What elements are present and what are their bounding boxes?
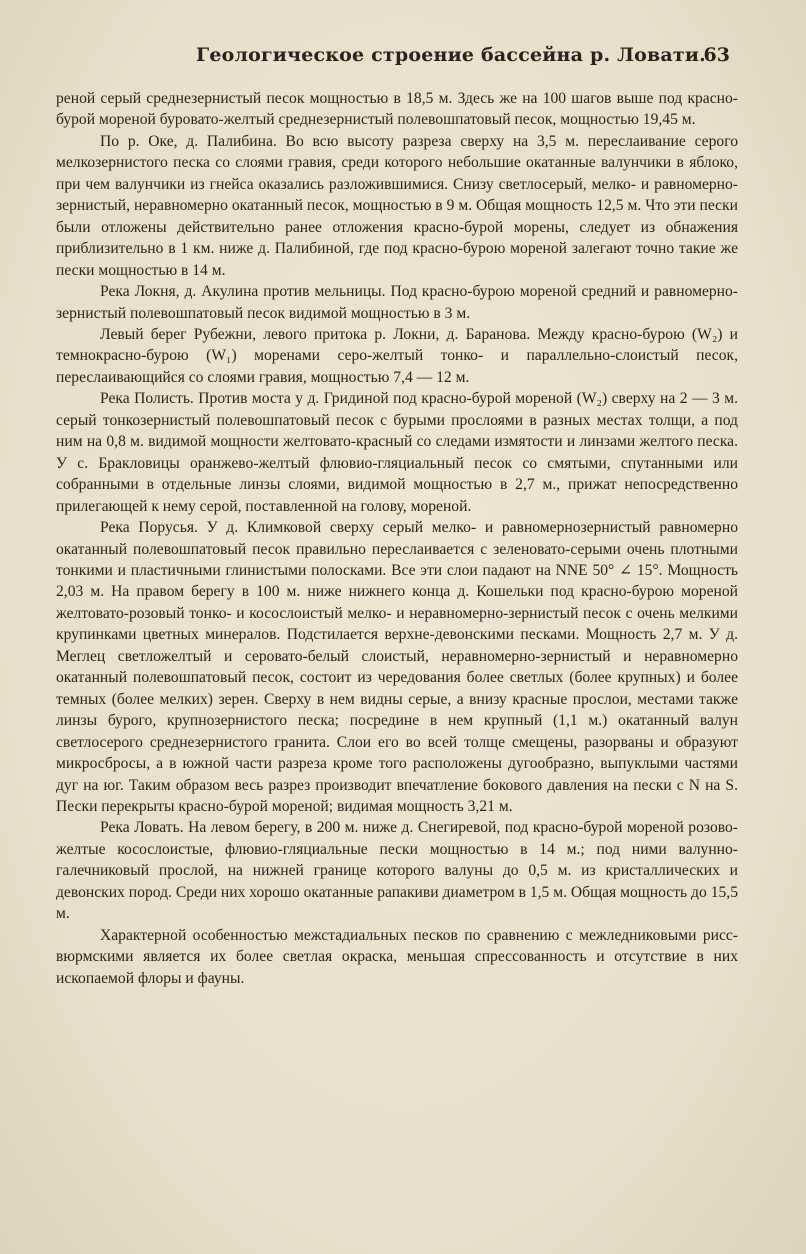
paragraph: Левый берег Рубежни, левого притока р. Локни, д. Баранова. Между красно-бурою (W₂) и темнокрасно-бурою (W₁) моренами серо-желтый тонко- и параллельно-слоистый песок, переслаивающийся со слоями гравия, мощностью 7,4 — 12 м.	[56, 325, 738, 386]
paragraph: Река Ловать. На левом берегу, в 200 м. ниже д. Снегиревой, под красно-бурой мореной розово-желтые косослоистые, флювио-гляциальные пески мощностью в 14 м.; под ними валунно-галечниковый прослой, на нижней границе которого валуны до 0,5 м. из кристаллических и девонских пород. Среди них хорошо окатанные рапакиви диаметром в 1,5 м. Общая мощность до 15,5 м.	[56, 819, 738, 923]
paragraph: Река Порусья. У д. Климковой сверху серый мелко- и равномернозернистый равномерно окатанный полевошпатовый песок правильно переслаивается с зеленовато-серыми очень плотными тонкими и пластичными глинистыми полосками. Все эти слои падают на NNE 50° ∠ 15°. Мощность 2,03 м. На правом берегу в 100 м. ниже нижнего конца д. Кошельки под красно-бурою мореной желтовато-розовый тонко- и косослоистый мелко- и неравномерно-зернистый песок с очень мелкими крупинками цветных минералов. Подстилается верхне-девонскими песками. Мощность 2,7 м. У д. Меглец светложелтый и серовато-белый слоистый, неравномерно-зернистый и неравномерно окатанный полевошпатовый песок, состоит из чередования более светлых (более крупных) и более темных (более мелких) зерен. Сверху в нем видны серые, а внизу красные прослои, местами также линзы бурого, крупнозернистого песка; посредине в нем крупный (1,1 м.) окатанный валун светлосерого среднезернистого гранита. Слои его во всей толще смещены, разорваны и образуют микросбросы, а в южной части разреза кроме того расположены дугообразно, выпуклыми частями дуг на юг. Таким образом весь разрез производит впечатление бокового давления на пески с N на S. Пески перекрыты красно-бурой мореной; видимая мощность 3,21 м.	[56, 519, 738, 815]
paragraph: По р. Оке, д. Палибина. Во всю высоту разреза сверху на 3,5 м. переслаивание серого мелкозернистого песка со слоями гравия, среди которого небольшие окатанные валунчики в яблоко, при чем валунчики из гнейса оказались разложившимися. Снизу светлосерый, мелко- и равномерно-зернистый, неравномерно окатанный песок, мощностью в 9 м. Общая мощность 12,5 м. Что эти пески были отложены действительно ранее отложения красно-бурой морены, следует из обнажения приблизительно в 1 км. ниже д. Палибиной, где под красно-бурою мореной залегают точно такие же пески мощностью в 14 м.	[56, 132, 738, 279]
body-text	[56, 88, 738, 989]
paragraph: Река Полисть. Против моста у д. Гридиной под красно-бурой мореной (W₂) сверху на 2 — 3 м. серый тонкозернистый полевошпатовый песок с бурыми прослоями в разных местах толщи, а под ним на 0,8 м. видимой мощности желтовато-красный со следами измятости и линзами желтого песка. У с. Бракловицы оранжево-желтый флювио-гляциальный песок со смятыми, спутанными или собранными в отдельные линзы слоями, видимой мощностью в 2,7 м., прижат непосредственно прилегающей к нему серой, поставленной на голову, мореной.	[56, 390, 738, 515]
page-number: 63	[703, 44, 730, 66]
paragraph: Река Локня, д. Акулина против мельницы. Под красно-бурою мореной средний и равномерно-зернистый полевошпатовый песок видимой мощностью в 3 м.	[56, 283, 738, 322]
running-title: Геологическое строение бассейна р. Ловати.	[196, 44, 706, 66]
paragraph: Характерной особенностью межстадиальных песков по сравнению с межледниковыми рисс-вюрмскими является их более светлая окраска, меньшая спрессованность и отсутствие в них ископаемой флоры и фауны.	[56, 926, 738, 987]
page-header	[56, 44, 730, 74]
paragraph: реной серый среднезернистый песок мощностью в 18,5 м. Здесь же на 100 шагов выше под красно-бурой мореной буровато-желтый среднезернистый полевошпатовый песок, мощностью 19,45 м.	[56, 90, 738, 129]
